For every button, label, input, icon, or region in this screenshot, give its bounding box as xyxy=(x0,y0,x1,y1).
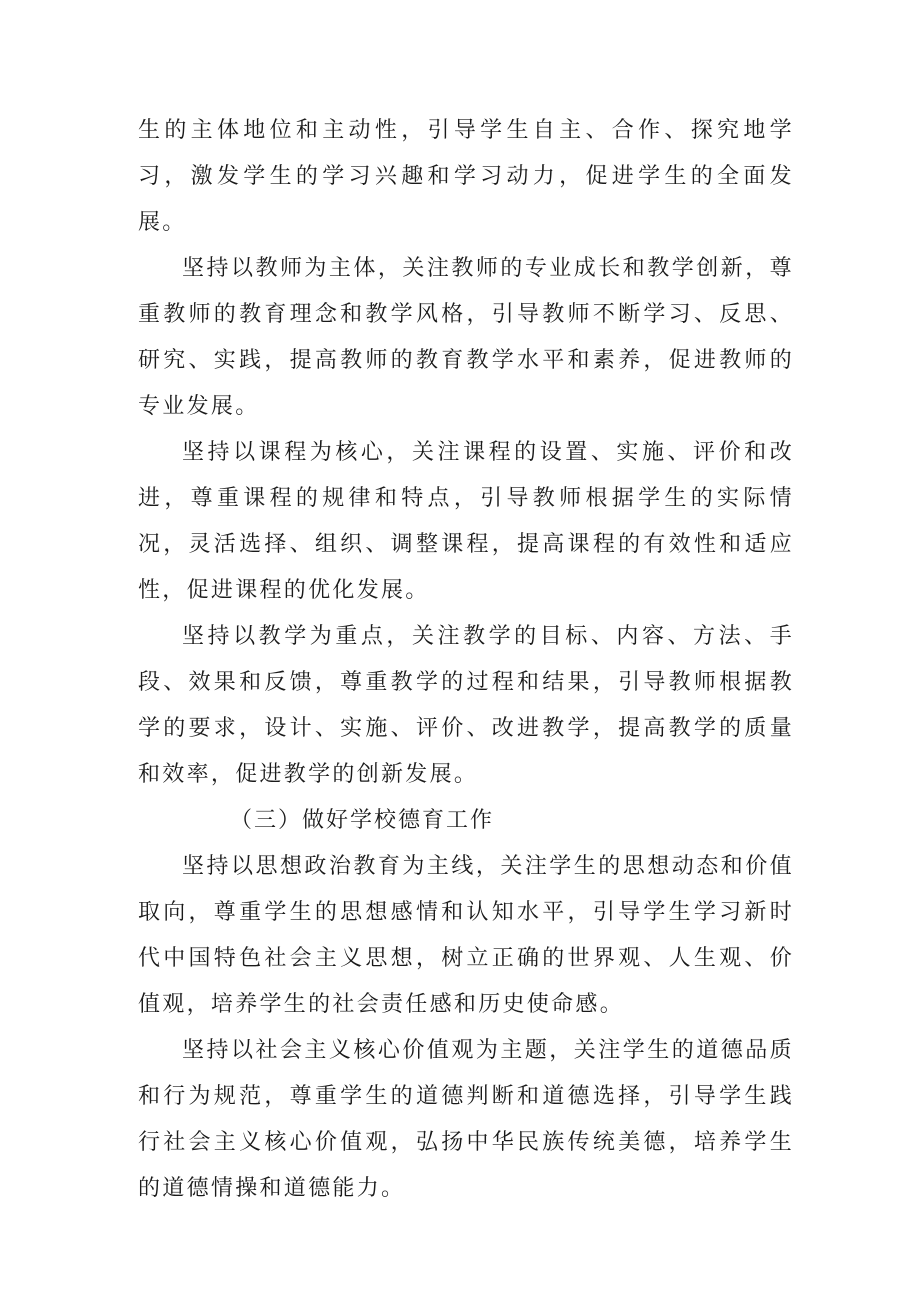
section-heading-moral-education: （三）做好学校德育工作 xyxy=(230,808,495,833)
paragraph-ideological-education: 坚持以思想政治教育为主线，关注学生的思想动态和价值取向，尊重学生的思想感情和认知水平，引导学生学习新时代中国特色社会主义思想，树立正确的世界观、人生观、价值观，培养学生的社会责任感和历史使命感。 xyxy=(138,854,794,1017)
paragraph-continuation: 生的主体地位和主动性，引导学生自主、合作、探究地学习，激发学生的学习兴趣和学习动力，促进学生的全面发展。 xyxy=(138,118,794,235)
document-body xyxy=(138,108,794,1212)
paragraph-teaching-focus: 坚持以教学为重点，关注教学的目标、内容、方法、手段、效果和反馈，尊重教学的过程和结果，引导教师根据教学的要求，设计、实施、评价、改进教学，提高教学的质量和效率，促进教学的创新发展。 xyxy=(138,624,794,787)
paragraph-curriculum-core: 坚持以课程为核心，关注课程的设置、实施、评价和改进，尊重课程的规律和特点，引导教师根据学生的实际情况，灵活选择、组织、调整课程，提高课程的有效性和适应性，促进课程的优化发展。 xyxy=(138,440,794,603)
paragraph-teacher-subject: 坚持以教师为主体，关注教师的专业成长和教学创新，尊重教师的教育理念和教学风格，引导教师不断学习、反思、研究、实践，提高教师的教育教学水平和素养，促进教师的专业发展。 xyxy=(138,256,794,419)
paragraph-core-values: 坚持以社会主义核心价值观为主题，关注学生的道德品质和行为规范，尊重学生的道德判断和道德选择，引导学生践行社会主义核心价值观，弘扬中华民族传统美德，培养学生的道德情操和道德能力。 xyxy=(138,1038,794,1201)
